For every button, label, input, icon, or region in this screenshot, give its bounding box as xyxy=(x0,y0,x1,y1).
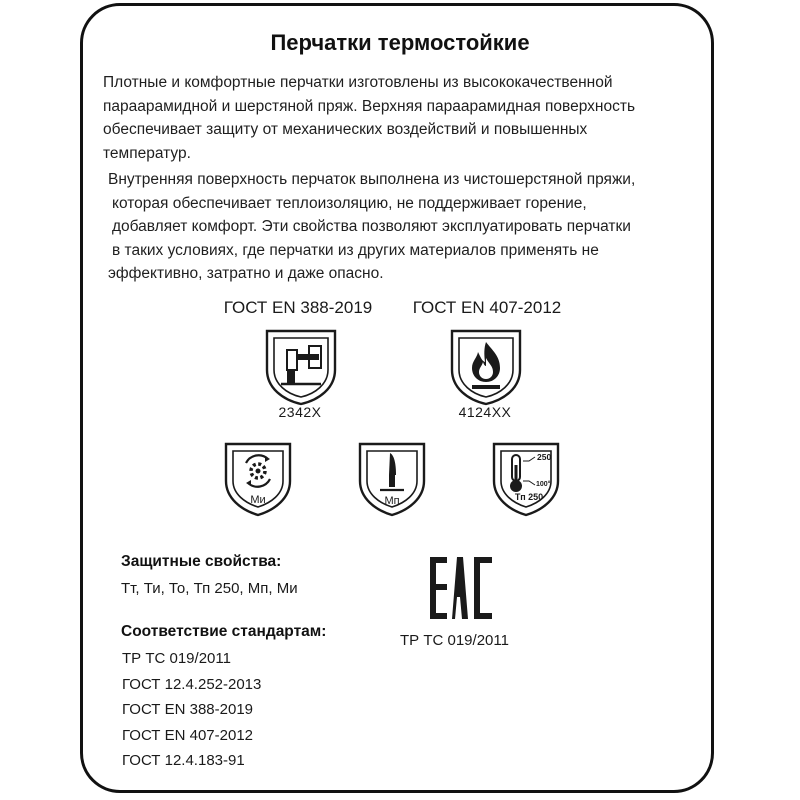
list-item: ГОСТ EN 407-2012 xyxy=(122,726,254,744)
eac-caption: ТР ТС 019/2011 xyxy=(400,632,509,649)
thermometer-shield-icon xyxy=(490,441,562,517)
flame-shield-icon xyxy=(448,328,524,406)
standard-en407-code: 4124XX xyxy=(458,404,512,420)
list-item: ГОСТ EN 388-2019 xyxy=(122,701,254,718)
page-title: Перчатки термостойкие xyxy=(270,30,530,55)
paragraph-line: обеспечивает защиту от механических воздействий и повышенных xyxy=(103,121,588,138)
paragraph-line: эффективно, затратно и даже опасно. xyxy=(108,265,384,282)
hammer-shield-icon xyxy=(263,328,339,406)
paragraph-line: добавляет комфорт. Эти свойства позволяют эксплуатировать перчатки xyxy=(112,218,631,235)
list-item: ГОСТ 12.4.252-2013 xyxy=(122,675,262,693)
description-paragraph-1 xyxy=(103,71,635,165)
standard-en388-code: 2342X xyxy=(278,404,322,420)
paragraph-line: Внутренняя поверхность перчаток выполнена из чистошерстяной пряжи, xyxy=(108,171,636,188)
paragraph-line: параарамидной и шерстяной пряж. Верхняя параарамидная поверхность xyxy=(103,97,636,115)
compliance-heading: Соответствие стандартам: xyxy=(121,623,327,640)
eac-mark-icon xyxy=(430,557,492,619)
standard-en388-label: ГОСТ EN 388-2019 xyxy=(223,298,373,317)
standard-en407-label: ГОСТ EN 407-2012 xyxy=(412,298,562,317)
knife-shield-icon xyxy=(356,441,428,517)
list-item: ГОСТ 12.4.183-91 xyxy=(122,752,245,769)
paragraph-line: которая обеспечивает теплоизоляцию, не поддерживает горение, xyxy=(112,194,587,212)
description-paragraph-2 xyxy=(108,168,635,286)
badge-temp-100: 100° xyxy=(536,481,551,488)
paragraph-line: Плотные и комфортные перчатки изготовлены из высококачественной xyxy=(103,74,613,91)
paragraph-line: в таких условиях, где перчатки из других материалов применять не xyxy=(112,241,599,259)
list-item: ТР ТС 019/2011 xyxy=(122,650,231,667)
paragraph-line: температур. xyxy=(103,144,191,162)
vibration-gear-shield-icon xyxy=(222,441,294,517)
compliance-list xyxy=(122,646,261,774)
badge-tp250-label: Тп 250 xyxy=(514,492,544,502)
badge-temp-250: 250 xyxy=(537,452,552,462)
protective-values: Тт, Ти, То, Тп 250, Мп, Ми xyxy=(121,580,298,597)
badge-mp-label: Мп xyxy=(384,495,400,507)
badge-mi-label: Ми xyxy=(250,494,266,506)
protective-heading: Защитные свойства: xyxy=(121,553,282,570)
